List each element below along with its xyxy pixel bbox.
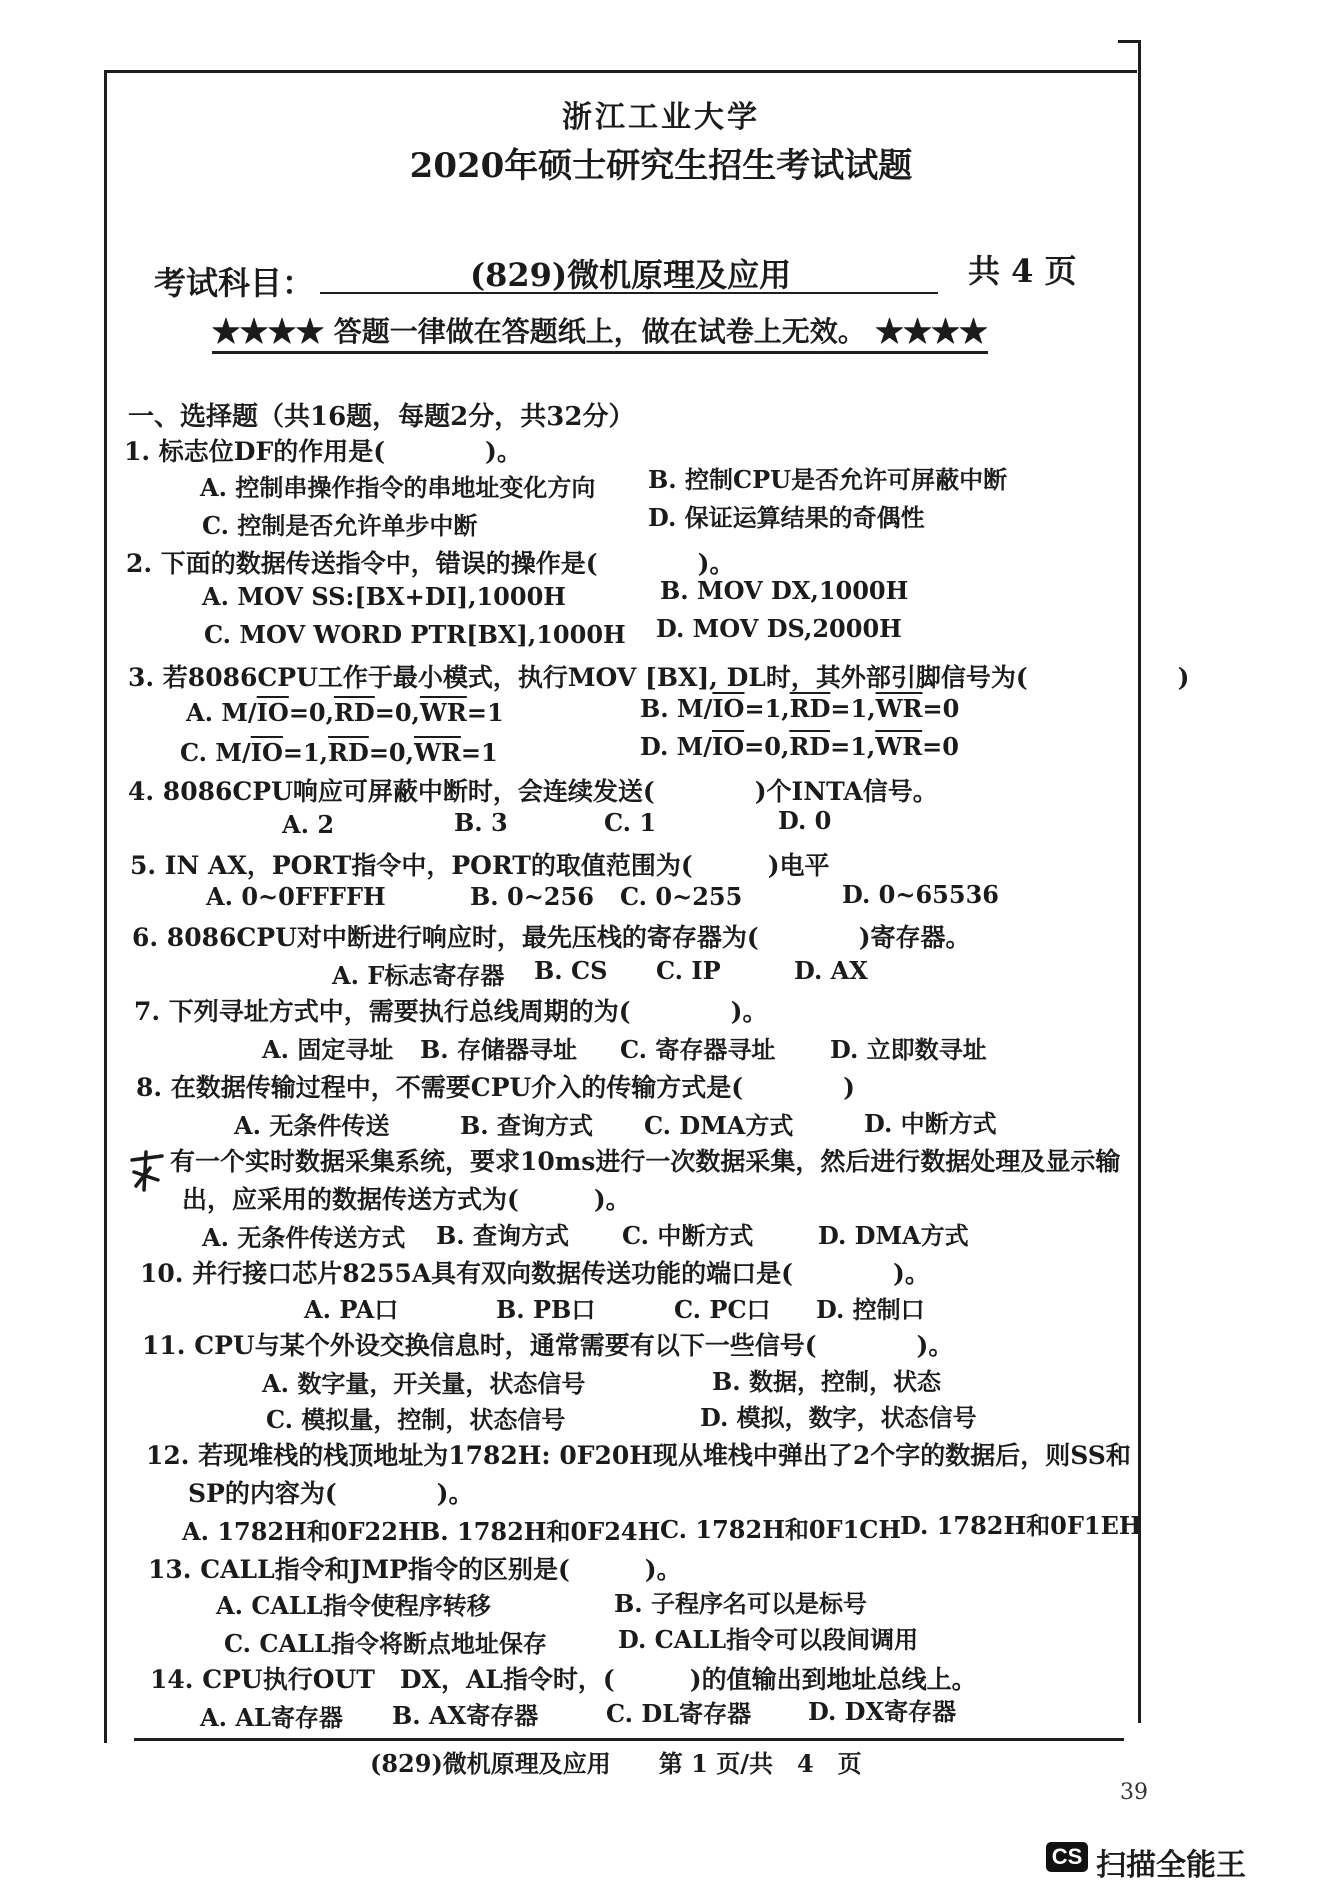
- q11-option-b: B. 数据，控制，状态: [712, 1367, 941, 1396]
- exam-title: 2020年硕士研究生招生考试试题: [409, 146, 913, 186]
- question-2: 2. 下面的数据传送指令中，错误的操作是( )。: [126, 549, 735, 578]
- q7-option-d: D. 立即数寻址: [830, 1035, 987, 1064]
- page-footer: (829)微机原理及应用 第 1 页/共 4 页: [370, 1749, 862, 1778]
- q8-option-a: A. 无条件传送: [234, 1111, 390, 1140]
- question-8: 8. 在数据传输过程中，不需要CPU介入的传输方式是( ): [136, 1073, 855, 1102]
- bottom-border: [134, 1738, 1124, 1741]
- question-5: 5. IN AX，PORT指令中，PORT的取值范围为( )电平: [130, 851, 830, 880]
- question-7: 7. 下列寻址方式中，需要执行总线周期的为( )。: [134, 997, 768, 1026]
- q9-option-c: C. 中断方式: [622, 1221, 754, 1250]
- q4-option-a: A. 2: [282, 810, 335, 839]
- q14-option-a: A. AL寄存器: [200, 1703, 343, 1732]
- q4-option-c: C. 1: [604, 808, 657, 837]
- page-count: 共 4 页: [968, 252, 1077, 290]
- question-6: 6. 8086CPU对中断进行响应时，最先压栈的寄存器为( )寄存器。: [132, 923, 971, 952]
- answer-notice: ★★★★ 答题一律做在答题纸上，做在试卷上无效。 ★★★★: [212, 310, 988, 354]
- q3-option-b: B. $M/\overline{IO}=1,\overline{RD}=1,\overline{WR}=0$: [640, 694, 960, 723]
- question-9-cont: 出，应采用的数据传送方式为( )。: [182, 1185, 631, 1214]
- q14-option-c: C. DL寄存器: [606, 1699, 752, 1728]
- q10-option-c: C. PC口: [674, 1295, 771, 1324]
- q14-option-b: B. AX寄存器: [392, 1701, 539, 1730]
- q13-option-a: A. CALL指令使程序转移: [216, 1591, 491, 1620]
- q3-option-d: D. $M/\overline{IO}=0,\overline{RD}=1,\overline{WR}=0$: [640, 732, 959, 761]
- q1-option-d: D. 保证运算结果的奇偶性: [648, 503, 925, 532]
- q13-option-b: B. 子程序名可以是标号: [614, 1589, 867, 1618]
- section-title: 一、选择题（共16题，每题2分，共32分）: [128, 402, 635, 432]
- question-9: 有一个实时数据采集系统，要求10ms进行一次数据采集，然后进行数据处理及显示输: [170, 1147, 1121, 1176]
- q12-option-d: D. 1782H和0F1EH: [900, 1511, 1142, 1540]
- q5-option-d: D. 0~65536: [842, 880, 999, 909]
- q11-option-c: C. 模拟量，控制，状态信号: [266, 1405, 566, 1434]
- q1-option-c: C. 控制是否允许单步中断: [202, 511, 478, 540]
- q1-option-a: A. 控制串操作指令的串地址变化方向: [200, 473, 596, 502]
- q10-option-b: B. PB口: [496, 1295, 596, 1324]
- q8-option-b: B. 查询方式: [460, 1111, 593, 1140]
- q1-option-b: B. 控制CPU是否允许可屏蔽中断: [648, 465, 1008, 494]
- page-number: 39: [1120, 1780, 1148, 1805]
- question-10: 10. 并行接口芯片8255A具有双向数据传送功能的端口是( )。: [140, 1259, 930, 1288]
- q7-option-c: C. 寄存器寻址: [620, 1035, 776, 1064]
- question-14: 14. CPU执行OUT DX，AL指令时，( )的值输出到地址总线上。: [150, 1665, 977, 1694]
- q6-option-d: D. AX: [794, 956, 868, 985]
- question-13: 13. CALL指令和JMP指令的区别是( )。: [148, 1555, 682, 1584]
- q2-option-c: C. MOV WORD PTR[BX],1000H: [204, 620, 626, 649]
- question-4: 4. 8086CPU响应可屏蔽中断时，会连续发送( )个INTA信号。: [128, 777, 938, 806]
- question-3: 3. 若8086CPU工作于最小模式，执行MOV [BX], DL时，其外部引脚信号为( ): [128, 663, 1190, 692]
- university-name: 浙江工业大学: [562, 100, 760, 135]
- q9-option-b: B. 查询方式: [436, 1221, 569, 1250]
- q13-option-c: C. CALL指令将断点地址保存: [224, 1629, 547, 1658]
- q8-option-d: D. 中断方式: [864, 1109, 997, 1138]
- q5-option-a: A. 0~0FFFFH: [206, 882, 386, 911]
- question-11: 11. CPU与某个外设交换信息时，通常需要有以下一些信号( )。: [142, 1331, 954, 1360]
- question-1: 1. 标志位DF的作用是( )。: [124, 437, 522, 466]
- q3-option-c: C. $M/\overline{IO}=1,\overline{RD}=0,\overline{WR}=1$: [180, 738, 498, 767]
- q14-option-d: D. DX寄存器: [808, 1697, 957, 1726]
- q6-option-b: B. CS: [534, 956, 608, 985]
- q12-option-c: C. 1782H和0F1CH: [660, 1515, 902, 1544]
- subject-label: 考试科目：: [154, 264, 315, 302]
- q10-option-a: A. PA口: [304, 1295, 399, 1324]
- scanner-watermark-text: 扫描全能王: [1096, 1849, 1246, 1882]
- q4-option-b: B. 3: [454, 808, 508, 837]
- q8-option-c: C. DMA方式: [644, 1111, 794, 1140]
- q2-option-a: A. MOV SS:[BX+DI],1000H: [202, 582, 566, 611]
- q7-option-a: A. 固定寻址: [262, 1035, 394, 1064]
- q5-option-b: B. 0~256: [470, 882, 594, 911]
- subject-name: (829)微机原理及应用: [470, 256, 792, 294]
- question-12: 12. 若现堆栈的栈顶地址为1782H: 0F20H现从堆栈中弹出了2个字的数据后，则SS和: [146, 1441, 1131, 1470]
- q2-option-d: D. MOV DS,2000H: [656, 614, 902, 643]
- q9-option-a: A. 无条件传送方式: [202, 1223, 406, 1252]
- q7-option-b: B. 存储器寻址: [420, 1035, 577, 1064]
- q9-option-d: D. DMA方式: [818, 1221, 969, 1250]
- q2-option-b: B. MOV DX,1000H: [660, 576, 909, 605]
- q6-option-c: C. IP: [656, 956, 721, 985]
- q12-option-a: A. 1782H和0F22H: [182, 1517, 421, 1546]
- q6-option-a: A. F标志寄存器: [332, 961, 505, 990]
- handwritten-mark-icon: [128, 1150, 166, 1194]
- scanner-logo: CS: [1046, 1842, 1088, 1872]
- q10-option-d: D. 控制口: [816, 1295, 925, 1324]
- q11-option-a: A. 数字量，开关量，状态信号: [262, 1369, 586, 1398]
- q13-option-d: D. CALL指令可以段间调用: [618, 1625, 919, 1654]
- q4-option-d: D. 0: [778, 806, 832, 835]
- q12-option-b: B. 1782H和0F24H: [420, 1517, 661, 1546]
- q5-option-c: C. 0~255: [620, 882, 743, 911]
- q3-option-a: A. $M/\overline{IO}=0,\overline{RD}=0,\overline{WR}=1$: [186, 698, 504, 727]
- question-12-cont: SP的内容为( )。: [188, 1479, 474, 1508]
- q11-option-d: D. 模拟，数字，状态信号: [700, 1403, 977, 1432]
